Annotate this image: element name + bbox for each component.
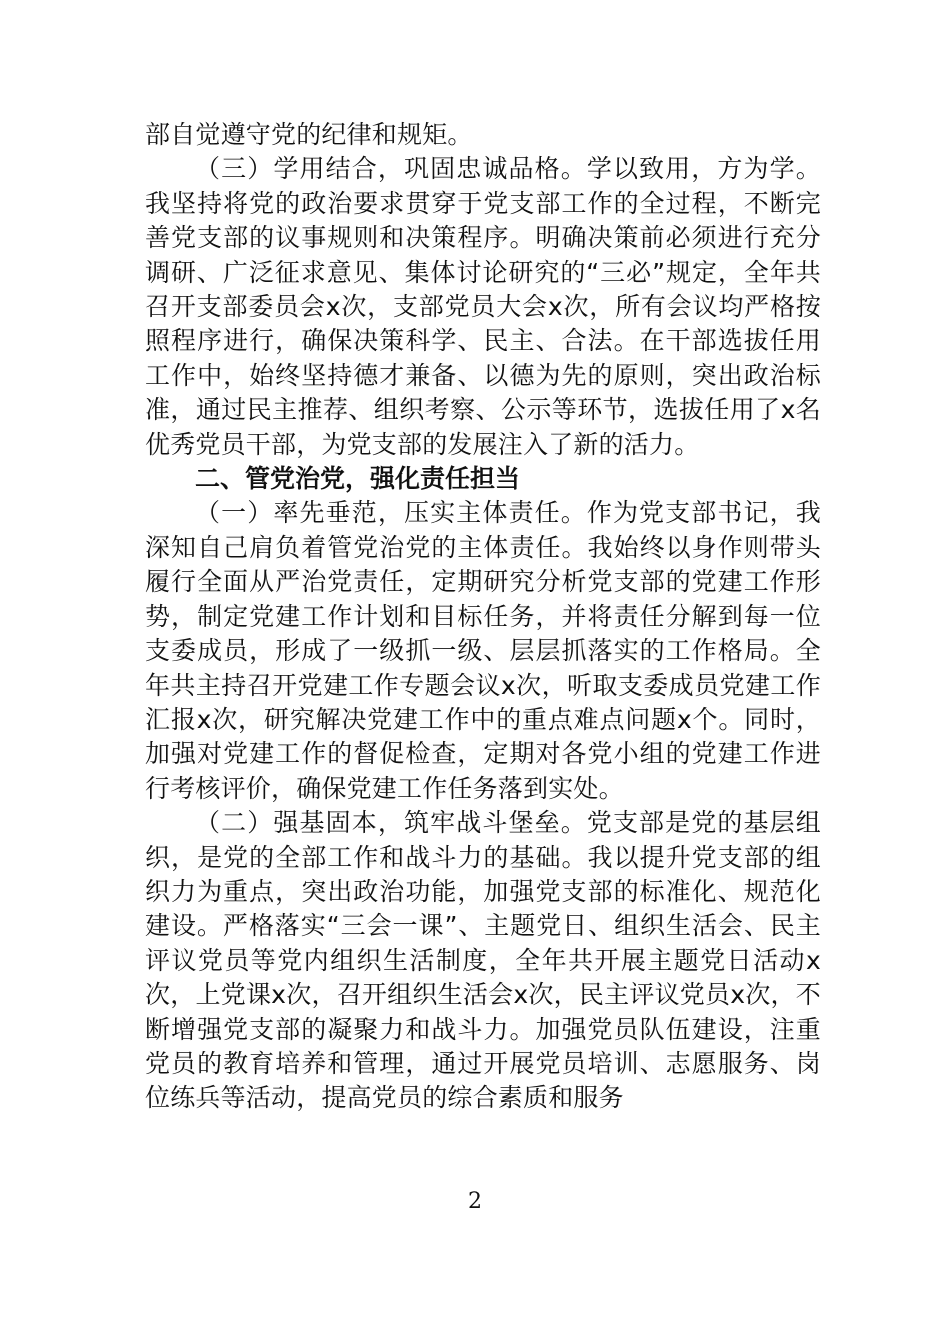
section-heading: 二、管党治党，强化责任担当 — [195, 464, 521, 494]
document-body — [145, 118, 821, 1116]
paragraph-continuation: 部自觉遵守党的纪律和规矩。 — [145, 120, 473, 149]
paragraph-learning-application: （三）学用结合，巩固忠诚品格。学以致用，方为学。我坚持将党的政治要求贯穿于党支部工作的全过程，不断完善党支部的议事规则和决策程序。明确决策前必须进行充分调研、广泛征求意见、集体讨论研究的“三必”规定，全年共召开支部委员会x次，支部党员大会x次，所有会议均严格按照程序进行，确保决策科学、民主、合法。在干部选拔任用工作中，始终坚持德才兼备、以德为先的原则，突出政治标准，通过民主推荐、组织考察、公示等环节，选拔任用了x名优秀党员干部，为党支部的发展注入了新的活力。 — [145, 154, 821, 459]
paragraph-lead-by-example: （一）率先垂范，压实主体责任。作为党支部书记，我深知自己肩负着管党治党的主体责任。我始终以身作则带头履行全面从严治党责任，定期研究分析党支部的党建工作形势，制定党建工作计划和目标任务，并将责任分解到每一位支委成员，形成了一级抓一级、层层抓落实的工作格局。全年共主持召开党建工作专题会议x次，听取支委成员党建工作汇报x次，研究解决党建工作中的重点难点问题x个。同时，加强对党建工作的督促检查，定期对各党小组的党建工作进行考核评价，确保党建工作任务落到实处。 — [145, 498, 821, 803]
page-number: 2 — [468, 1189, 482, 1214]
paragraph-strengthen-foundation: （二）强基固本，筑牢战斗堡垒。党支部是党的基层组织，是党的全部工作和战斗力的基础。我以提升党支部的组织力为重点，突出政治功能，加强党支部的标准化、规范化建设。严格落实“三会一课”、主题党日、组织生活会、民主评议党员等党内组织生活制度，全年共开展主题党日活动x次，上党课x次，召开组织生活会x次，民主评议党员x次，不断增强党支部的凝聚力和战斗力。加强党员队伍建设，注重党员的教育培养和管理，通过开展党员培训、志愿服务、岗位练兵等活动，提高党员的综合素质和服务 — [145, 808, 821, 1113]
